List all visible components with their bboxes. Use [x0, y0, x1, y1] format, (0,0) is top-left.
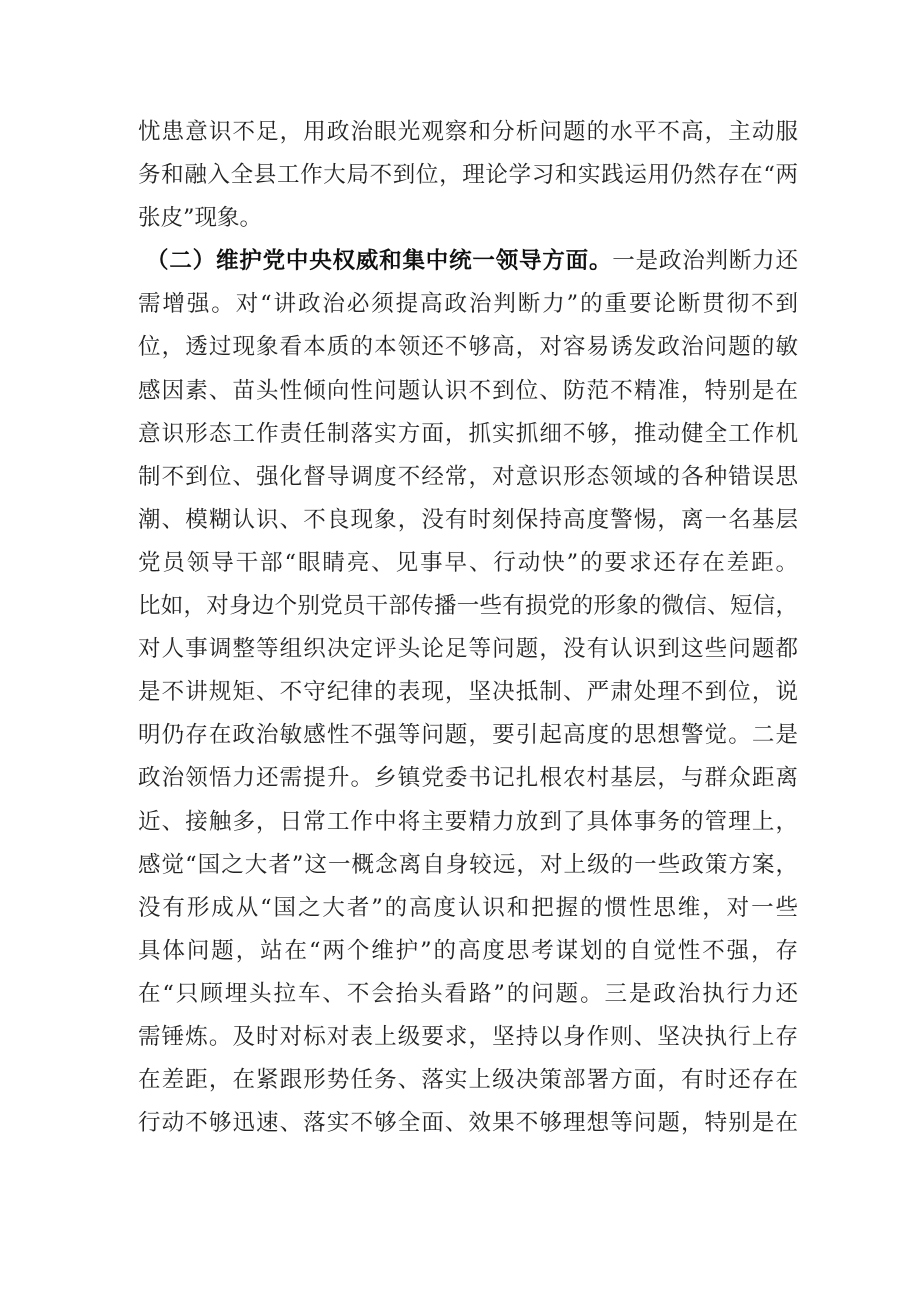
text-line: 对人事调整等组织决定评头论足等问题，没有认识到这些问题都	[138, 636, 798, 663]
text-line: 是不讲规矩、不守纪律的表现，坚决抵制、严肃处理不到位，说	[138, 679, 798, 706]
document-body	[138, 111, 798, 1145]
text-line: 感因素、苗头性倾向性问题认识不到位、防范不精准，特别是在	[138, 377, 798, 404]
text-line: 位，透过现象看本质的本领还不够高，对容易诱发政治问题的敏	[138, 334, 798, 361]
text-line: 行动不够迅速、落实不够全面、效果不够理想等问题，特别是在	[138, 1110, 798, 1137]
text-line: 感觉“国之大者”这一概念离自身较远，对上级的一些政策方案，	[138, 851, 798, 878]
text-line: 需锤炼。及时对标对表上级要求，坚持以身作则、坚决执行上存	[138, 1023, 798, 1050]
text-line: 需增强。对“讲政治必须提高政治判断力”的重要论断贯彻不到	[138, 291, 798, 318]
text-line: 忧患意识不足，用政治眼光观察和分析问题的水平不高，主动服	[138, 119, 798, 145]
paragraph-1	[138, 111, 798, 240]
text-line: 政治领悟力还需提升。乡镇党委书记扎根农村基层，与群众距离	[138, 765, 798, 792]
text-line: 近、接触多，日常工作中将主要精力放到了具体事务的管理上，	[138, 808, 798, 835]
text-line: 没有形成从“国之大者”的高度认识和把握的惯性思维，对一些	[138, 894, 798, 921]
paragraph-2	[138, 240, 798, 1145]
text-line: 务和融入全县工作大局不到位，理论学习和实践运用仍然存在“两	[138, 162, 798, 189]
first-line-rest: 一是政治判断力还	[612, 248, 798, 275]
section-heading: （二）维护党中央权威和集中统一领导方面。	[146, 248, 613, 275]
text-line: 党员领导干部“眼睛亮、见事早、行动快”的要求还存在差距。	[138, 549, 798, 576]
paragraph-first-line	[138, 240, 798, 283]
text-line: 比如，对身边个别党员干部传播一些有损党的形象的微信、短信，	[138, 593, 798, 620]
text-line: 明仍存在政治敏感性不强等问题，要引起高度的思想警觉。二是	[138, 722, 798, 749]
text-line: 具体问题，站在“两个维护”的高度思考谋划的自觉性不强，存	[138, 937, 798, 964]
text-line: 在差距，在紧跟形势任务、落实上级决策部署方面，有时还存在	[138, 1067, 798, 1094]
text-line: 在“只顾埋头拉车、不会抬头看路”的问题。三是政治执行力还	[138, 980, 798, 1007]
text-line: 张皮”现象。	[138, 205, 263, 232]
text-line: 潮、模糊认识、不良现象，没有时刻保持高度警惕，离一名基层	[138, 506, 798, 533]
text-line: 制不到位、强化督导调度不经常，对意识形态领域的各种错误思	[138, 463, 798, 490]
text-line: 意识形态工作责任制落实方面，抓实抓细不够，推动健全工作机	[138, 420, 798, 447]
